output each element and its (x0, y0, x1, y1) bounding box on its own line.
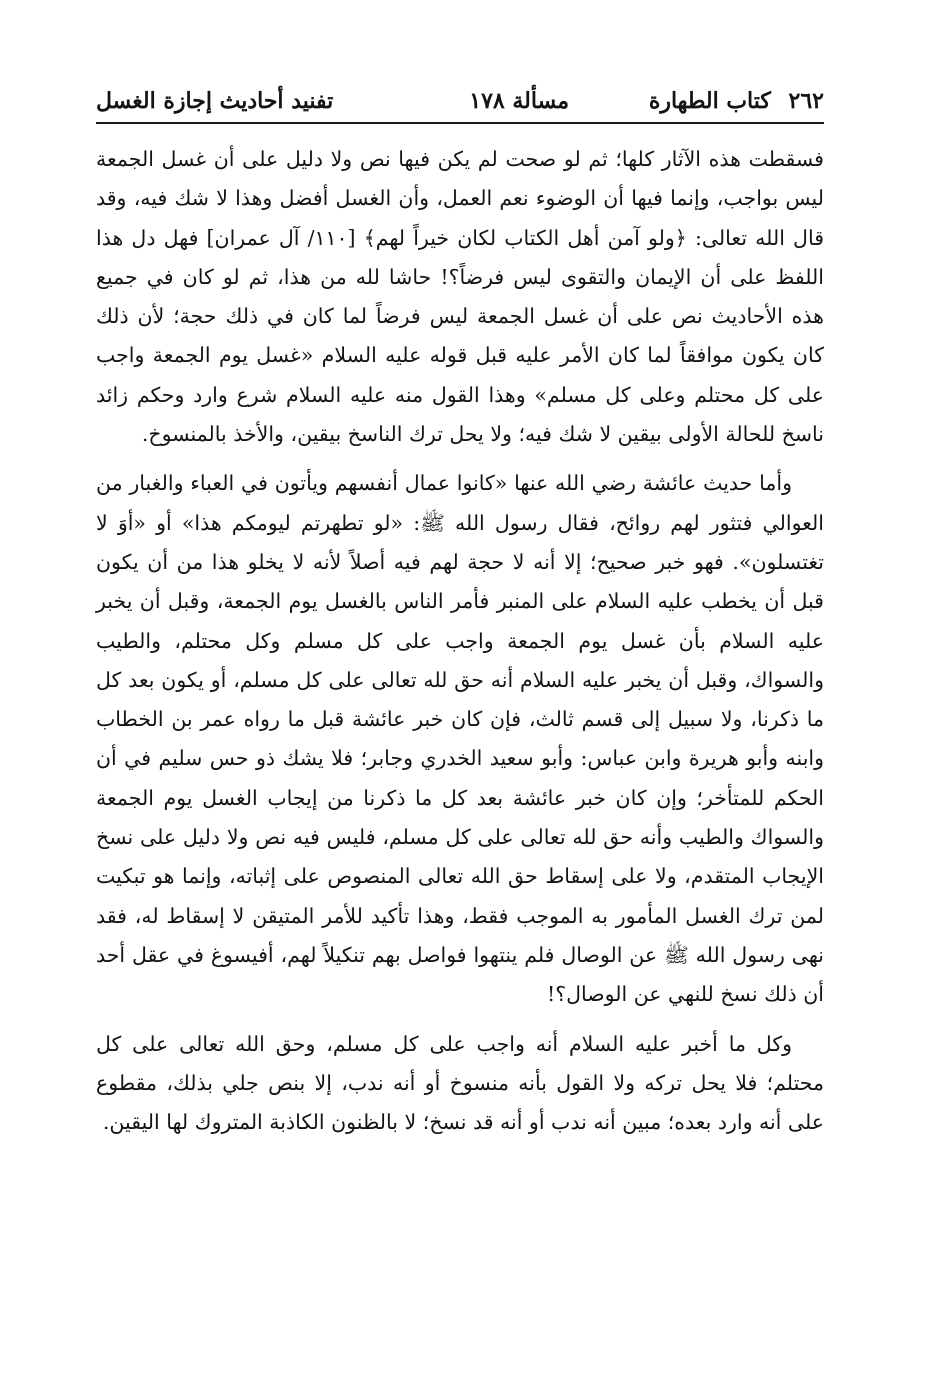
header-book-info (649, 88, 824, 114)
running-header (96, 82, 824, 122)
paragraph: وأما حديث عائشة رضي الله عنها «كانوا عمال أنفسهم ويأتون في العباء والغبار من العوالي فتثور لهم روائح، فقال رسول الله ﷺ: «لو تطهرتم ليومكم هذا» أو «أوَ لا تغتسلون». فهو خبر صحيح؛ إلا أنه لا حجة لهم فيه أصلاً لأنه لا يخلو هذا من أن يكون قبل أن يخطب عليه السلام على المنبر فأمر الناس بالغسل يوم الجمعة، وقبل أن يخبر عليه السلام بأن غسل يوم الجمعة واجب على كل مسلم وكل محتلم، والطيب والسواك، وقبل أن يخبر عليه السلام أنه حق لله تعالى على كل مسلم، أو يكون بعد كل ما ذكرنا، ولا سبيل إلى قسم ثالث، فإن كان خبر عائشة قبل ما رواه عمر بن الخطاب وابنه وأبو هريرة وابن عباس: وأبو سعيد الخدري وجابر؛ فلا يشك ذو حس سليم في أن الحكم للمتأخر؛ وإن كان خبر عائشة بعد كل ما ذكرنا من إيجاب الغسل يوم الجمعة والسواك والطيب وأنه حق لله تعالى على كل مسلم، فليس فيه نص ولا دليل على نسخ الإيجاب المتقدم، ولا على إسقاط حق الله تعالى المنصوص على إثباته، وإنما هو تبكيت لمن ترك الغسل المأمور به الموجب فقط، وهذا تأكيد للأمر المتيقن لا إسقاط له، فقد نهى رسول الله ﷺ عن الوصال فلم ينتهوا فواصل بهم تنكيلاً لهم، أفيسوغ في عقل أحد أن ذلك نسخ للنهي عن الوصال؟! (96, 471, 824, 1007)
page-number: ٢٦٢ (788, 88, 824, 114)
main-text (96, 140, 824, 1142)
book-title: كتاب الطهارة (648, 88, 771, 114)
paragraph: وكل ما أخبر عليه السلام أنه واجب على كل مسلم، وحق الله تعالى على كل محتلم؛ فلا يحل تركه ولا القول بأنه منسوخ أو أنه ندب، إلا بنص جلي بذلك، مقطوع على أنه وارد بعده؛ مبين أنه ندب أو أنه قد نسخ؛ لا بالظنون الكاذبة المتروك لها اليقين. (96, 1031, 824, 1135)
header-divider (96, 122, 824, 124)
section-title: تفنيد أحاديث إجازة الغسل (96, 88, 334, 114)
issue-number: مسألة ١٧٨ (469, 88, 569, 114)
paragraph: فسقطت هذه الآثار كلها؛ ثم لو صحت لم يكن فيها نص ولا دليل على أن غسل الجمعة ليس بواجب، وإنما فيها أن الوضوء نعم العمل، وأن الغسل أفضل وهذا لا شك فيه، وقد قال الله تعالى: ﴿ولو آمن أهل الكتاب لكان خيراً لهم﴾ [١١٠/ آل عمران] فهل دل هذا اللفظ على أن الإيمان والتقوى ليس فرضاً؟! حاشا لله من هذا، ثم لو كان في جميع هذه الأحاديث نص على أن غسل الجمعة ليس فرضاً لما كان في ذلك حجة؛ لأن ذلك كان يكون موافقاً لما كان الأمر عليه قبل قوله عليه السلام «غسل يوم الجمعة واجب على كل محتلم وعلى كل مسلم» وهذا القول منه عليه السلام شرع وارد وحكم زائد ناسخ للحالة الأولى بيقين لا شك فيه؛ ولا يحل ترك الناسخ بيقين، والأخذ بالمنسوخ. (96, 147, 824, 447)
